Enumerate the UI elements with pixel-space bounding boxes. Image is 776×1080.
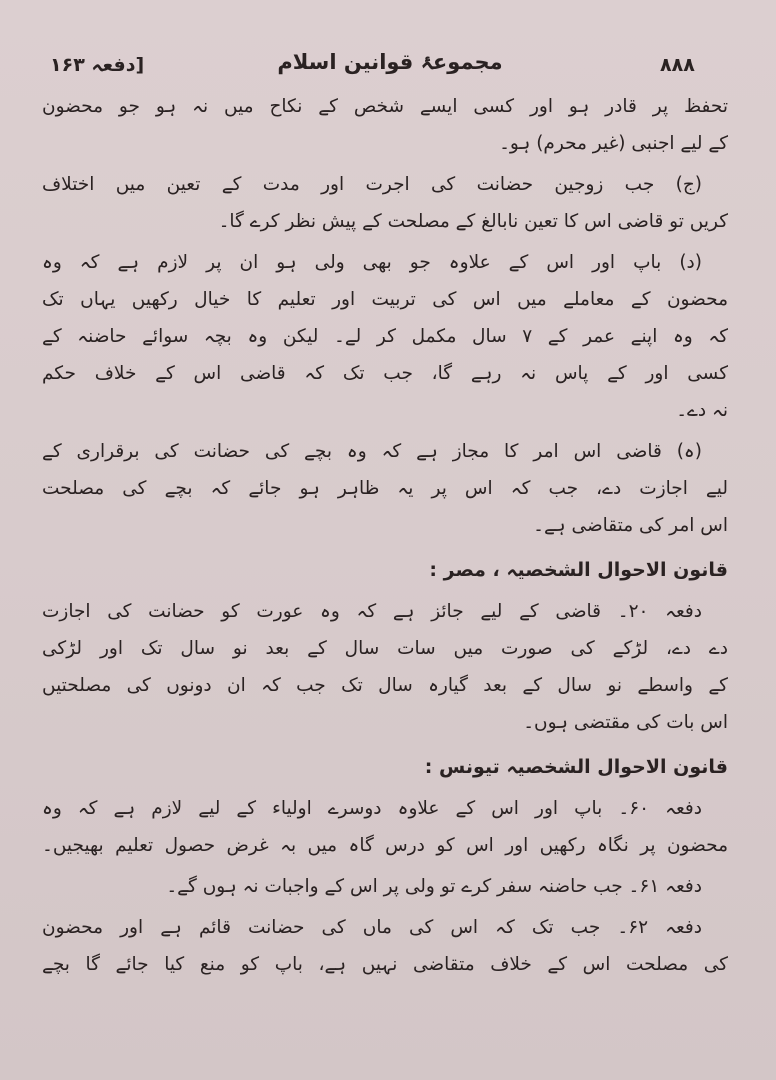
clause-jeem: (ج) جب زوجین حضانت کی اجرت اور مدت کے تعین میں اختلاف [42,174,702,195]
text-line: محضون پر نگاہ رکھیں اور اس کو درس گاہ میں بہ غرض حصول تعلیم بھیجیں۔ [42,835,728,856]
article-20: دفعہ ۲۰۔ قاضی کے لیے جائز ہے کہ وہ عورت کو حضانت کی اجازت [42,601,702,622]
clause-he: (ہ) قاضی اس امر کا مجاز ہے کہ وہ بچے کی حضانت کی برقراری کے [42,441,702,462]
heading-egypt-law: قانون الاحوال الشخصیہ ، مصر : [429,559,728,581]
text-line: محضون کے معاملے میں اس کی تربیت اور تعلیم کا خیال رکھیں یہاں تک [42,289,728,310]
text-line: کسی اور کے پاس نہ رہے گا، جب تک کہ قاضی اس کے خلاف حکم [42,363,728,384]
text-line: اس بات کی مقتضی ہوں۔ [523,712,728,733]
text-line: تحفظ پر قادر ہو اور کسی ایسے شخص کے نکاح میں نہ ہو جو محضون [42,96,728,117]
page-body [42,88,728,983]
text-line: دے دے، لڑکے کی صورت میں سات سال کے بعد نو سال تک اور لڑکی [42,638,728,659]
page-number: ۸۸۸ [660,54,695,76]
page-header [40,48,716,84]
article-61: دفعہ ۶۱۔ جب حاضنہ سفر کرے تو ولی پر اس کے واجبات نہ ہوں گے۔ [166,876,702,897]
text-line: کی مصلحت اس کے خلاف متقاضی نہیں ہے، باپ کو منع کیا جائے گا بچے [42,954,728,975]
book-title: مجموعۂ قوانین اسلام [277,50,503,74]
text-line: کہ وہ اپنے عمر کے ۷ سال مکمل کر لے۔ لیکن وہ بچہ سوائے حاضنہ کے [42,326,728,347]
heading-tunisia-law: قانون الاحوال الشخصیہ تیونس : [424,756,728,778]
text-line: نہ دے۔ [676,400,728,421]
text-line: اس امر کی متقاضی ہے۔ [533,515,728,536]
clause-dal: (د) باپ اور اس کے علاوہ جو بھی ولی ہو ان پر لازم ہے کہ وہ [42,252,702,273]
article-62: دفعہ ۶۲۔ جب تک کہ اس کی ماں کی حضانت قائم ہے اور محضون [42,917,702,938]
section-reference: [دفعہ ۱۶۳ [50,54,145,76]
text-line: لیے اجازت دے، جب کہ اس پر یہ ظاہر ہو جائے کہ بچے کی مصلحت [42,478,728,499]
text-line: کریں تو قاضی اس کا تعین نابالغ کے مصلحت کے پیش نظر کرے گا۔ [218,211,728,232]
text-line: کے لیے اجنبی (غیر محرم) ہو۔ [499,133,728,154]
article-60: دفعہ ۶۰۔ باپ اور اس کے علاوہ دوسرے اولیاء کے لیے لازم ہے کہ وہ [42,798,702,819]
text-line: کے واسطے نو سال کے بعد گیارہ سال تک جب کہ ان دونوں کی مصلحتیں [42,675,728,696]
